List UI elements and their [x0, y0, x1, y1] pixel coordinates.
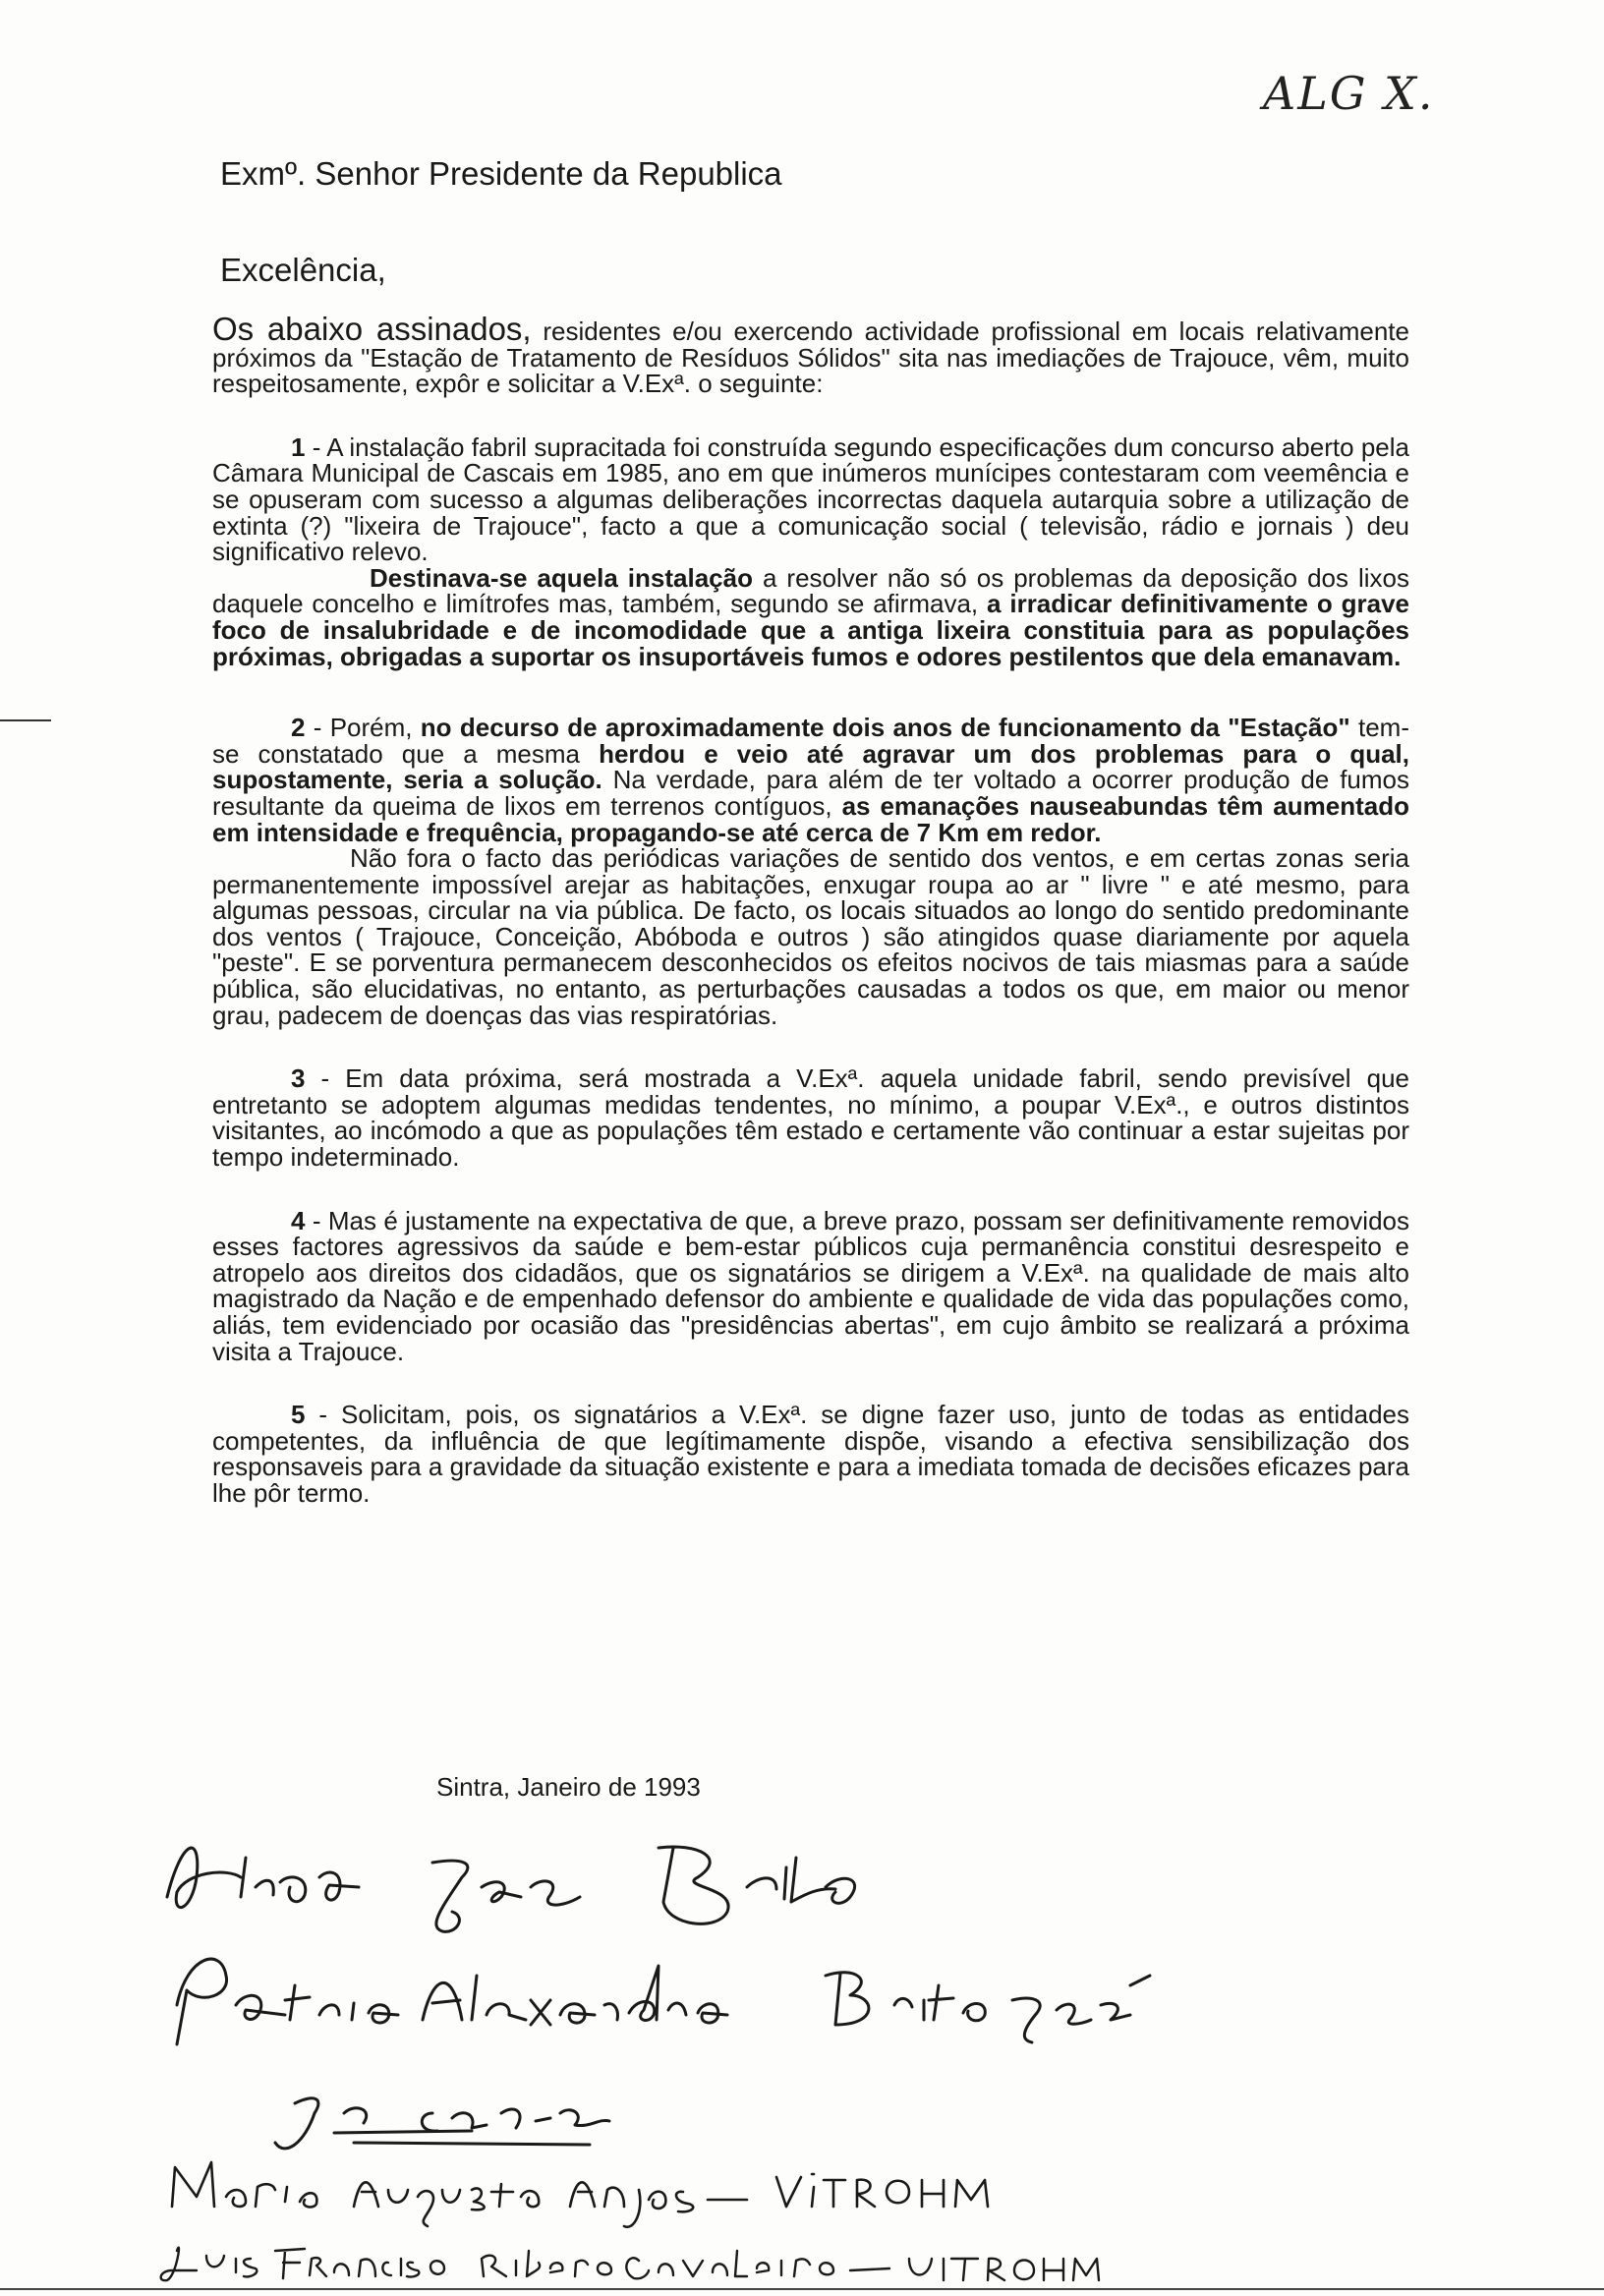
point-2-bold-2: herdou e veio até agravar um dos problemas para o qual, supostamente, seria a solução. — [212, 738, 1409, 795]
margin-mark — [0, 719, 51, 721]
point-1-bold-1: Destinava-se aquela instalação — [370, 562, 753, 593]
point-2-number: 2 — [291, 713, 306, 743]
point-4-text: - Mas é justamente na expectativa de que, a breve prazo, possam ser definitivamente removidos esses factores agressivos da saúde e bem-estar públicos cuja permanência constitui desrespeito e atropelo aos direitos dos cidadãos, que os signatários se dirigem a V.Exª. na qualidade de mais alto magistrado da Nação e de empenhado defensor do ambiente e qualidade de vida das populações como, aliás, tem evidenciado por ocasião das "presidências abertas", em cujo âmbito se realizará a próxima visita a Trajouce. — [212, 1205, 1409, 1366]
signature-1 — [167, 1847, 855, 1931]
point-5-number: 5 — [291, 1400, 306, 1430]
signature-4 — [172, 2162, 988, 2227]
signature-2 — [177, 1959, 1150, 2044]
handwritten-annotation: ALG X. — [1263, 67, 1435, 120]
point-4-number: 4 — [291, 1205, 306, 1235]
scan-edge-line — [0, 2288, 1604, 2290]
greeting: Excelência, — [220, 252, 386, 288]
intro-paragraph — [212, 311, 1409, 399]
signature-5 — [161, 2248, 1099, 2281]
point-1-paragraph — [212, 431, 1409, 567]
point-2-text-1: - Porém, — [305, 713, 421, 743]
point-3-paragraph — [212, 1063, 1409, 1173]
point-2-text-2: tem-se constatado que a mesma — [212, 713, 1409, 769]
point-3-number: 3 — [291, 1063, 306, 1094]
point-5-text: - Solicitam, pois, os signatários a V.Exª. se digne fazer uso, junto de todas as entidades competentes, da influência de que legítimamente dispõe, visando a efectiva sensibilização dos responsaveis para a gravidade da situação existente e para a imediata tomada de decisões eficazes para lhe pôr termo. — [212, 1400, 1409, 1508]
intro-text: residentes e/ou exercendo actividade profissional em locais relativamente próximos da "Estação de Tratamento de Resíduos Sólidos" sita nas imediações de Trajouce, vêm, muito respeitosamente, expôr e solicitar a V.Exª. o seguinte: — [212, 316, 1409, 399]
intro-lead: Os abaixo assinados, — [212, 311, 532, 347]
point-1-number: 1 — [291, 431, 306, 462]
point-5-paragraph — [212, 1402, 1409, 1506]
letter-body — [212, 311, 1410, 1508]
point-2-bold-1: no decurso de aproximadamente dois anos de funcionamento da "Estação" — [420, 713, 1350, 743]
point-1-bold-2: a irradicar definitivamente o grave foco de insalubridade e de incomodidade que a antiga lixeira constituia para as populações próximas, obrigadas a suportar os insuportáveis fumos e odores pestilentos que dela emanavam. — [212, 589, 1410, 671]
point-2-bold-3: as emanações nauseabundas têm aumentado em intensidade e frequência, propagando-se até cerca de 7 Km em redor. — [212, 790, 1409, 847]
point-2-paragraph-2: Não fora o facto das periódicas variações de sentido dos ventos, e em certas zonas seria permanentemente impossível arejar as habitações, enxugar roupa ao ar " livre " e até mesmo, para algumas pessoas, circular na via pública. De facto, os locais situados ao longo do sentido predominante dos ventos ( Trajouce, Conceição, Abóboda e outros ) são atingidos quase diariamente por aquela "peste". E se porventura permanecem desconhecidos os efeitos nocivos de tais miasmas para a saúde pública, são elucidativas, no entanto, as perturbações causadas a todos os que, em maior ou menor grau, padecem de doenças das vias respiratórias. — [212, 843, 1409, 1030]
signatures-drawing — [147, 1818, 1474, 2290]
point-1-paragraph-2 — [212, 562, 1410, 671]
point-4-paragraph — [212, 1205, 1409, 1366]
signature-3 — [275, 2098, 609, 2149]
salutation: Exmº. Senhor Presidente da Republica — [220, 155, 782, 192]
point-2-text-3: Na verdade, para além de ter voltado a ocorrer produção de fumos resultante da queima de lixos em terrenos contíguos, — [212, 765, 1409, 821]
place-date: Sintra, Janeiro de 1993 — [436, 1772, 701, 1802]
point-1-text-2: a resolver não só os problemas da deposição dos lixos daquele concelho e limítrofes mas, também, segundo se afirmava, — [212, 562, 1410, 619]
point-2-paragraph — [212, 715, 1409, 845]
signature-block — [147, 1818, 1474, 2290]
point-3-text: - Em data próxima, será mostrada a V.Exª. aquela unidade fabril, sendo previsível que entretanto se adoptem algumas medidas tendentes, no mínimo, a poupar V.Exª., e outros distintos visitantes, ao incómodo a que as populações têm estado e certamente vão continuar a estar sujeitas por tempo indeterminado. — [212, 1063, 1409, 1173]
point-1-text: - A instalação fabril supracitada foi construída segundo especificações dum concurso aberto pela Câmara Municipal de Cascais em 1985, ano em que inúmeros munícipes contestaram com veemência e se opuseram com sucesso a algumas deliberações incorrectas daquela autarquia sobre a utilização de extinta (?) "lixeira de Trajouce", facto a que a comunicação social ( televisão, rádio e jornais ) deu significativo relevo. — [212, 431, 1409, 567]
